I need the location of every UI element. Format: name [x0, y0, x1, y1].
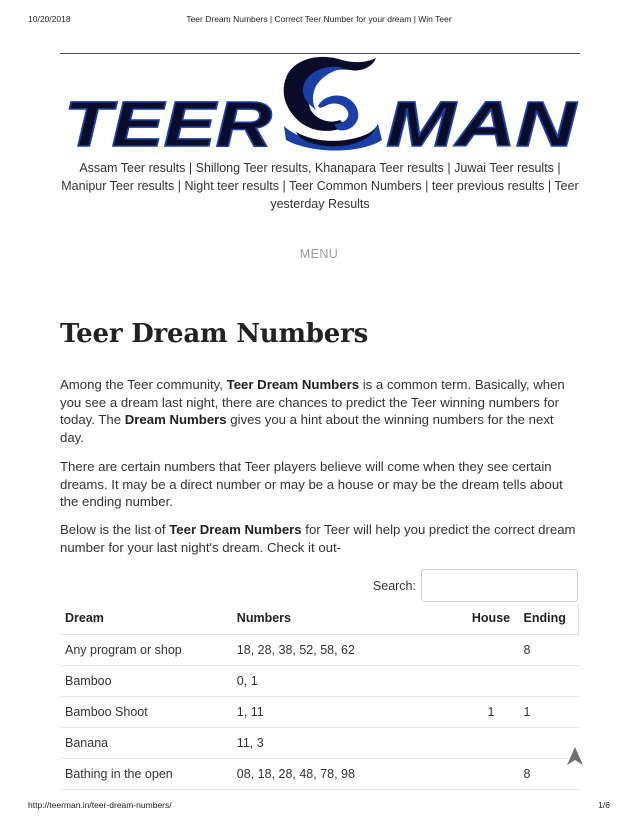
- bold-term: Teer Dream Numbers: [169, 522, 302, 537]
- table-header-row: [60, 603, 579, 634]
- nav-link-assam-teer[interactable]: Assam Teer results: [79, 161, 186, 175]
- scroll-to-top-button[interactable]: [566, 746, 584, 766]
- cell-house: [464, 758, 519, 789]
- logo-text-left: TEER: [64, 88, 272, 154]
- print-header: [28, 14, 610, 26]
- nav-link-yesterday-results[interactable]: Teer yesterday Results: [270, 179, 579, 211]
- cell-house: [464, 634, 519, 665]
- site-logo[interactable]: [60, 54, 580, 154]
- print-url: http://teerman.in/teer-dream-numbers/: [28, 800, 172, 810]
- site-navigation: [60, 159, 580, 213]
- nav-separator: |: [177, 179, 181, 193]
- text-run: is a common term. Basically, when you see a dream last night, there are chances to predict the Teer winning numbers for today. The: [60, 377, 565, 428]
- list-intro-paragraph: [60, 521, 580, 556]
- nav-link-manipur-teer[interactable]: Manipur Teer results: [61, 179, 175, 193]
- cell-dream: Any program or shop: [60, 634, 232, 665]
- nav-separator: |: [547, 179, 552, 193]
- cell-numbers: 1, 11: [232, 696, 464, 727]
- column-header-house[interactable]: House: [464, 603, 519, 634]
- logo-mascot-icon: [284, 57, 382, 151]
- nav-separator: |: [557, 161, 561, 175]
- table-row: [60, 634, 579, 665]
- nav-link-night-teer[interactable]: Night teer results: [184, 179, 279, 193]
- nav-separator: |: [188, 161, 193, 175]
- cell-dream: Banana: [60, 727, 232, 758]
- bold-term: Dream Numbers: [124, 412, 227, 428]
- cell-dream: Bamboo: [60, 665, 232, 696]
- nav-link-previous-results[interactable]: teer previous results: [431, 179, 545, 193]
- cell-house: 1: [464, 696, 519, 727]
- cell-ending: 8: [518, 758, 578, 789]
- print-title: Teer Dream Numbers | Correct Teer Number for your dream | Win Teer: [186, 14, 452, 24]
- print-footer: [28, 800, 610, 812]
- dream-numbers-table: [60, 603, 579, 790]
- page-title: Teer Dream Numbers: [60, 319, 369, 349]
- nav-separator: |: [282, 179, 286, 193]
- text-run: for Teer will help you predict the correct dream number for your last night's dream. Check it out-: [60, 522, 576, 555]
- column-header-ending[interactable]: Ending: [518, 603, 578, 634]
- cell-dream: Bathing in the open: [60, 758, 232, 789]
- nav-link-common-numbers[interactable]: Teer Common Numbers: [288, 179, 422, 193]
- cell-numbers: 08, 18, 28, 48, 78, 98: [232, 758, 464, 789]
- text-run: gives you a hint about the winning numbers for the next day.: [60, 412, 554, 445]
- cell-ending: [518, 665, 578, 696]
- column-header-dream[interactable]: Dream: [60, 603, 232, 634]
- print-date: 10/20/2018: [28, 14, 71, 24]
- text-run: Below is the list of: [60, 522, 170, 537]
- intro-paragraph: [60, 376, 580, 446]
- cell-numbers: 18, 28, 38, 52, 58, 62: [232, 634, 464, 665]
- nav-link-juwai-teer[interactable]: Juwai Teer results: [454, 161, 554, 175]
- arrow-up-icon: [566, 746, 584, 766]
- print-page-number: 1/6: [598, 800, 610, 810]
- table-row: [60, 758, 579, 789]
- nav-link-shillong-khanapara-teer[interactable]: Shillong Teer results, Khanapara Teer results: [195, 161, 444, 175]
- nav-separator: |: [447, 161, 451, 175]
- bold-term: Teer Dream Numbers: [226, 377, 360, 392]
- search-label: Search:: [372, 579, 416, 593]
- cell-ending: 1: [518, 696, 578, 727]
- search-input[interactable]: [421, 569, 578, 602]
- explanation-paragraph: There are certain numbers that Teer players believe will come when they see certain dreams. It may be a direct number or may be a house or may be the dream tells about the ending number.: [60, 459, 563, 510]
- cell-house: [464, 665, 519, 696]
- table-row: [60, 727, 579, 758]
- cell-numbers: 0, 1: [232, 665, 464, 696]
- table-row: [60, 665, 579, 696]
- menu-button[interactable]: MENU: [299, 247, 339, 261]
- text-run: Among the Teer community,: [60, 377, 227, 392]
- cell-numbers: 11, 3: [232, 727, 464, 758]
- cell-dream: Bamboo Shoot: [60, 696, 232, 727]
- table-row: [60, 696, 579, 727]
- nav-separator: |: [425, 179, 429, 193]
- cell-house: [464, 727, 519, 758]
- cell-ending: 8: [518, 634, 578, 665]
- logo-text-right: MAN: [386, 88, 579, 154]
- column-header-numbers[interactable]: Numbers: [232, 603, 464, 634]
